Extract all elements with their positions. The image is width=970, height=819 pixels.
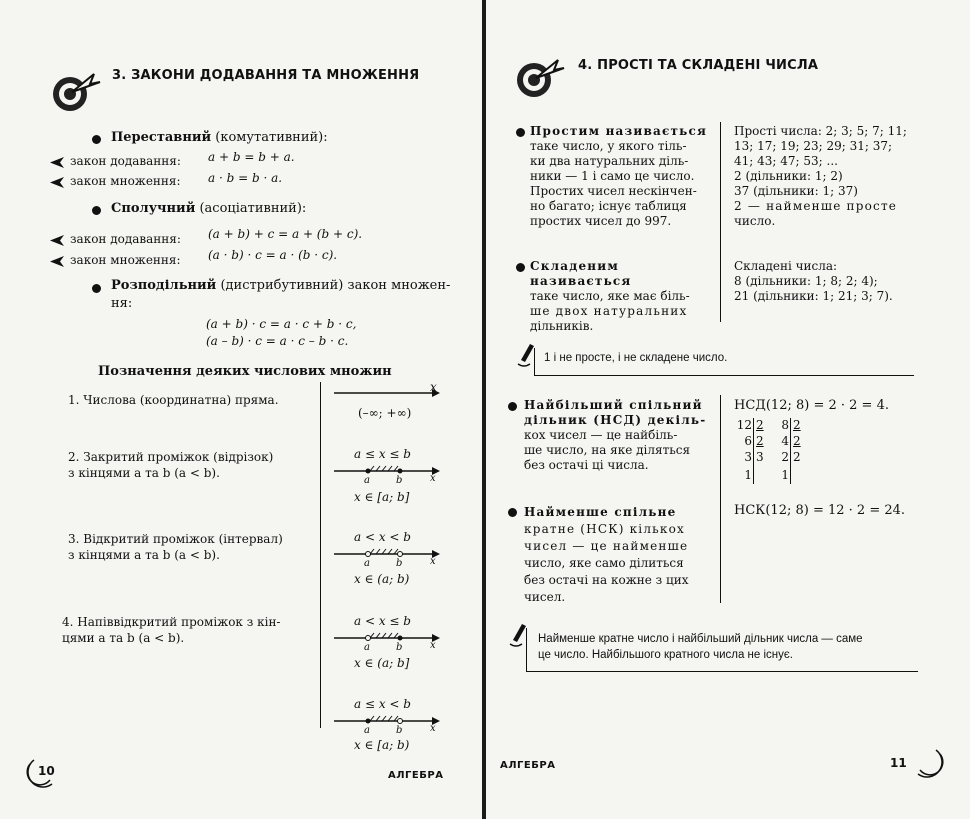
- distributive-formula-1: (a + b) · c = a · c + b · c,: [206, 317, 357, 331]
- distributive-heading: Розподільний (дистрибутивний) закон множен-: [111, 278, 451, 293]
- axis-x-label: x: [430, 380, 437, 394]
- gcd-factor-table: [734, 416, 824, 486]
- axis-a-label: a: [364, 725, 370, 736]
- lcm-formula: НСК(12; 8) = 12 · 2 = 24.: [734, 503, 906, 518]
- prime-example: 37 (дільники: 1; 37): [734, 184, 858, 198]
- axis-x-label: x: [430, 640, 436, 651]
- associative-multiplication-formula: (a · b) · c = a · (b · c).: [208, 248, 338, 262]
- gcd-line: Найбільший спільний: [524, 398, 703, 412]
- axis-x-label: x: [430, 556, 436, 567]
- lcm-line: чисел.: [524, 590, 566, 604]
- prime-examples: [734, 124, 920, 229]
- prime-line: таке число, у якого тіль-: [530, 139, 687, 153]
- factor-cell: 2: [781, 450, 789, 464]
- factor-cell: 3: [756, 450, 764, 464]
- factor-cell: 1: [781, 468, 789, 482]
- factor-cell: 2: [793, 418, 801, 432]
- axis-x-label: x: [430, 723, 436, 734]
- distributive-formula-2: (a – b) · c = a · c – b · c.: [206, 334, 349, 348]
- set-2-notation: x ∈ [a; b]: [354, 490, 410, 504]
- prime-example: 13; 17; 19; 23; 29; 31; 37;: [734, 139, 893, 153]
- table-divider: [320, 382, 321, 728]
- bullet: [516, 263, 525, 272]
- associative-heading: Сполучний (асоціативний):: [111, 201, 307, 216]
- note-2: [538, 631, 863, 663]
- right-page: [486, 0, 970, 819]
- lcm-definition: [524, 504, 716, 606]
- factor-cell: 4: [781, 434, 789, 448]
- note-2-line: це число. Найбільшого кратного числа не існує.: [538, 649, 793, 661]
- set-5-notation: x ∈ [a; b): [354, 738, 410, 752]
- number-line-half-open: [334, 630, 440, 644]
- set-1-text: 1. Числова (координатна) пряма.: [68, 393, 279, 407]
- axis-b-label: b: [396, 475, 403, 486]
- commutative-addition-label: закон додавання:: [70, 154, 181, 168]
- commutative-multiplication-formula: a · b = b · a.: [208, 171, 283, 185]
- note-1: 1 і не просте, і не складене число.: [544, 352, 728, 364]
- factor-cell: 8: [781, 418, 789, 432]
- prime-line: ки два натуральних діль-: [530, 154, 689, 168]
- note-border: [526, 628, 527, 672]
- prime-line: ники — 1 і само це число.: [530, 169, 695, 183]
- set-1-notation: (–∞; +∞): [358, 406, 412, 420]
- factor-cell: 2: [756, 434, 764, 448]
- number-line: [334, 388, 440, 398]
- gcd-line: кох чисел — це найбіль-: [524, 428, 678, 442]
- composite-line: Складеним називається: [530, 259, 632, 288]
- set-2-text-2: з кінцями a та b (a < b).: [68, 466, 220, 480]
- factor-cell: 2: [756, 418, 764, 432]
- associative-addition-label: закон додавання:: [70, 232, 181, 246]
- gcd-formula: НСД(12; 8) = 2 · 2 = 4.: [734, 398, 889, 413]
- prime-line: но багато; існує таблиця: [530, 199, 687, 213]
- gcd-line: дільник (НСД) декіль-: [524, 413, 707, 427]
- factor-cell: 2: [793, 434, 801, 448]
- set-3-text-1: 3. Відкритий проміжок (інтервал): [68, 532, 283, 546]
- composite-example: 21 (дільники: 1; 21; 3; 7).: [734, 289, 893, 303]
- bullet: [92, 135, 101, 144]
- factor-cell: 3: [744, 450, 752, 464]
- lcm-line: кратне (НСК) кількох: [524, 522, 685, 536]
- gcd-definition: [524, 398, 716, 473]
- target-icon: [50, 66, 106, 118]
- lcm-line: чисел — це найменше: [524, 539, 689, 553]
- axis-a-label: a: [364, 642, 370, 653]
- lcm-line: Найменше спільне: [524, 505, 677, 519]
- note-border: [534, 375, 914, 376]
- prime-line: Простим називається: [530, 124, 708, 138]
- factor-cell: 1: [744, 468, 752, 482]
- axis-b-label: b: [396, 642, 403, 653]
- associative-multiplication-label: закон множення:: [70, 253, 181, 267]
- bullet: [92, 284, 101, 293]
- set-2-inequality: a ≤ x ≤ b: [354, 447, 411, 461]
- composite-line: дільників.: [530, 319, 594, 333]
- footer: АЛГЕБРА: [500, 760, 556, 771]
- prime-example: 2 — найменше просте: [734, 199, 898, 213]
- footer: АЛГЕБРА: [388, 770, 444, 781]
- note-border: [534, 348, 535, 376]
- commutative-heading: Переставний (комутативний):: [111, 130, 328, 145]
- axis-a-label: a: [364, 475, 370, 486]
- commutative-addition-formula: a + b = b + a.: [208, 150, 295, 164]
- section-title: 4. ПРОСТІ ТА СКЛАДЕНІ ЧИСЛА: [578, 58, 819, 73]
- lcm-line: число, яке само ділиться: [524, 556, 684, 570]
- prime-definition: [530, 124, 716, 229]
- prime-line: Простих чисел нескінчен-: [530, 184, 697, 198]
- composite-line: таке число, яке має біль-: [530, 289, 690, 303]
- gcd-line: без остачі ці числа.: [524, 458, 649, 472]
- factor-divider: [753, 418, 754, 484]
- note-border: [526, 671, 918, 672]
- distributive-heading-cont: ня:: [111, 296, 133, 311]
- arrow-icon: [50, 157, 64, 168]
- axis-x-label: x: [430, 473, 436, 484]
- bullet: [508, 508, 517, 517]
- bullet: [92, 206, 101, 215]
- set-3-inequality: a < x < b: [354, 530, 411, 544]
- axis-b-label: b: [396, 558, 403, 569]
- sets-title: Позначення деяких числових множин: [98, 364, 392, 379]
- composite-example: Складені числа:: [734, 259, 838, 273]
- number-line-open: [334, 546, 440, 560]
- composite-definition: [530, 259, 716, 334]
- set-4-inequality: a < x ≤ b: [354, 614, 411, 628]
- factor-cell: 12: [736, 418, 752, 432]
- gcd-line: ше число, на яке діляться: [524, 443, 691, 457]
- set-4-notation: x ∈ (a; b]: [354, 656, 410, 670]
- number-line-closed: [334, 463, 440, 477]
- prime-example: число.: [734, 214, 776, 228]
- page-number: 11: [890, 756, 907, 770]
- arrow-icon: [50, 177, 64, 188]
- target-icon: [514, 52, 570, 104]
- factor-cell: 2: [793, 450, 801, 464]
- axis-a-label: a: [364, 558, 370, 569]
- set-4-text-1: 4. Напіввідкритий проміжок з кін-: [62, 615, 281, 629]
- bullet: [516, 128, 525, 137]
- set-3-notation: x ∈ (a; b): [354, 572, 410, 586]
- column-divider: [720, 395, 721, 603]
- lcm-line: без остачі на кожне з цих: [524, 573, 689, 587]
- associative-addition-formula: (a + b) + c = a + (b + c).: [208, 227, 363, 241]
- commutative-multiplication-label: закон множення:: [70, 174, 181, 188]
- number-line-half-open: [334, 713, 440, 727]
- factor-divider: [790, 418, 791, 484]
- set-5-inequality: a ≤ x < b: [354, 697, 411, 711]
- composite-examples: [734, 259, 920, 304]
- page-number: 10: [38, 764, 55, 778]
- set-4-text-2: цями a та b (a < b).: [62, 631, 185, 645]
- section-title: 3. ЗАКОНИ ДОДАВАННЯ ТА МНОЖЕННЯ: [112, 68, 420, 83]
- prime-example: 2 (дільники: 1; 2): [734, 169, 843, 183]
- set-3-text-2: з кінцями a та b (a < b).: [68, 548, 220, 562]
- prime-example: Прості числа: 2; 3; 5; 7; 11;: [734, 124, 907, 138]
- bullet: [508, 402, 517, 411]
- arrow-icon: [50, 256, 64, 267]
- axis-b-label: b: [396, 725, 403, 736]
- prime-line: простих чисел до 997.: [530, 214, 672, 228]
- prime-example: 41; 43; 47; 53; ...: [734, 154, 838, 168]
- factor-cell: 6: [744, 434, 752, 448]
- arrow-icon: [50, 235, 64, 246]
- column-divider: [720, 122, 721, 322]
- note-2-line: Найменше кратне число і найбільший дільник числа — саме: [538, 633, 863, 645]
- left-page: [0, 0, 482, 819]
- set-2-text-1: 2. Закритий проміжок (відрізок): [68, 450, 274, 464]
- composite-line: ше двох натуральних: [530, 304, 688, 318]
- composite-example: 8 (дільники: 1; 8; 2; 4);: [734, 274, 878, 288]
- page-corner-icon: [916, 748, 950, 778]
